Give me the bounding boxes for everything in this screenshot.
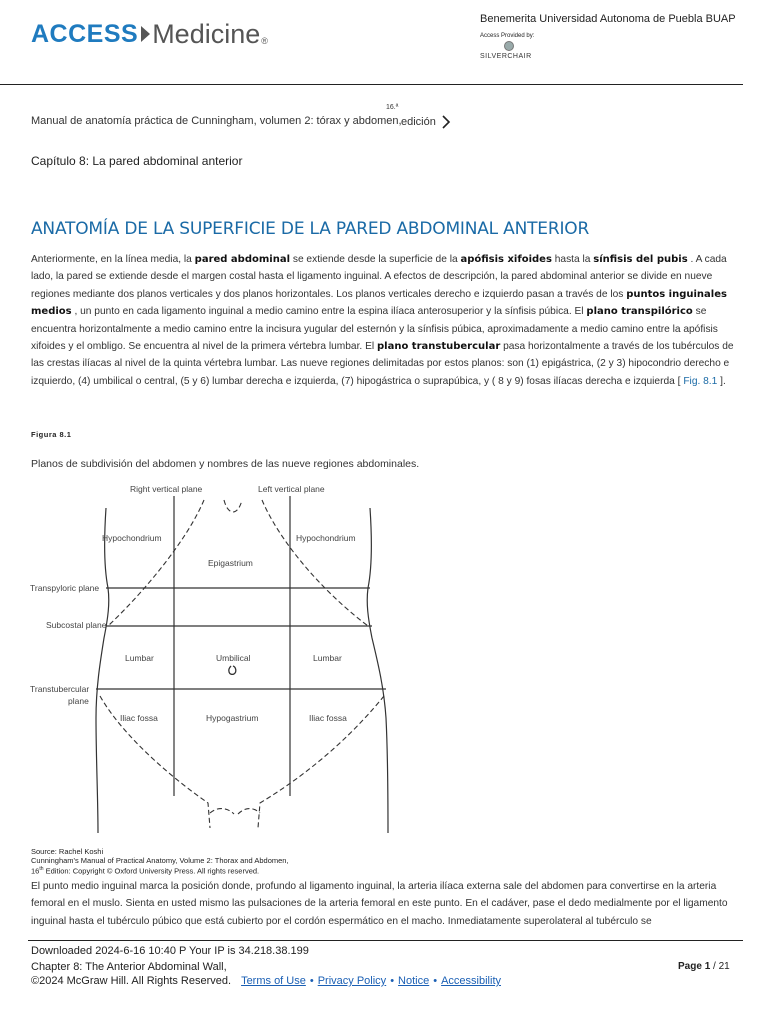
body-paragraph: Anteriormente, en la línea media, la pared abdominal se extiende desde la superficie de la apófisis xifoides hasta la sínfisis del pubis . A cada lado, la pared se extiende desde el margen costal hasta el ligamento inguinal. A efectos de descripción, la pared abdominal anterior se divide en nueve regiones mediante dos planos verticales y dos planos horizontales. Los planos verticales derecho e izquierdo pasan a través de los puntos inguinales medios , un punto en cada ligamento inguinal a medio camino entre la espina ilíaca anterosuperior y la sínfisis púbica. El plano transpilórico se encuentra horizontalmente a medio camino entre la incisura yugular del esternón y la sínfisis púbica, aproximadamente a medio camino entre la apófisis xifoides y el ombligo. Se encuentra al nivel de la primera vértebra lumbar. El plano transtubercular pasa horizontalmente a través de los tubérculos de las crestas ilíacas al nivel de la quinta vértebra lumbar. Las nueve regiones delimitadas por estos planos: son (1) epigástrica, (2 y 3) hipocondrio derecho e izquierdo, (4) umbilical o central, (5 y 6) lumbar derecha e izquierda, (7) hipogástrica o suprapúbica, y ( 8 y 9) fosas ilíacas derecha e izquierda [ Fig. 8.1 ]. [31,254,734,387]
privacy-policy-link[interactable]: Privacy Policy [317,975,387,987]
term-apofisis-xifoides: apófisis xifoides [460,254,552,265]
silverchair-logo-text: SILVERCHAIR [480,53,532,60]
pubic-line-r [210,809,234,814]
download-info: Downloaded 2024-6-16 10:40 P Your IP is 34.218.38.199 [31,945,309,957]
torso-outline-left [96,508,109,833]
abdomen-regions-figure[interactable] [28,478,398,842]
label-transtubercular-plane: plane [68,696,89,706]
term-pared-abdominal: pared abdominal [194,254,291,265]
terms-of-use-link[interactable]: Terms of Use [241,975,306,987]
body-paragraph-2: El punto medio inguinal marca la posición donde, profundo al ligamento inguinal, la arteria ilíaca externa sale del abdomen para convertirse en la arteria femoral en el muslo. Sienta en usted mismo las pulsaciones de la arteria femoral en este punto. En el cadáver, pase el dedo medialmente por el ligamento inguinal hasta el tubérculo púbico que está cubierto por el cordón espermático en el macho. Inmediatamente superolateral al tubérculo se [31,881,728,927]
footer-chapter: Chapter 8: The Anterior Abdominal Wall, [31,961,227,973]
term-plano-transtubercular: plano transtubercular [376,341,501,353]
page-indicator [678,961,730,972]
silverchair-emblem-icon [504,41,514,51]
label-iliac-fossa-left: Iliac fossa [309,713,347,723]
label-left-vertical-plane: Left vertical plane [258,484,325,494]
umbilicus-mark [229,666,236,674]
edition-superscript: 16.ª [386,104,399,111]
term-sinfisis-pubis: sínfisis del pubis [593,254,688,265]
copyright-text: ©2024 McGraw Hill. All Rights Reserved. [31,975,232,987]
label-lumbar-left: Lumbar [313,653,342,663]
chapter-title: Capítulo 8: La pared abdominal anterior [31,154,243,168]
source-author: Source: Rachel Koshi [31,847,104,856]
label-transtubercular: Transtubercular [30,684,90,694]
xiphoid-process [224,500,242,512]
page-separator: / [710,961,719,972]
edition-link[interactable] [401,115,453,129]
section-heading: ANATOMÍA DE LA SUPERFICIE DE LA PARED ABDOMINAL ANTERIOR [31,219,590,239]
access-provided-label: Access Provided by: [480,33,535,39]
accessibility-link[interactable]: Accessibility [441,975,501,987]
figure-link[interactable]: Fig. 8.1 [683,375,718,387]
chevron-right-icon[interactable] [439,115,453,129]
abdomen-diagram [28,478,398,842]
label-lumbar-right: Lumbar [125,653,154,663]
term-plano-transpilorico: plano transpilórico [586,306,693,318]
footer-links-row [31,975,501,987]
label-right-vertical-plane: Right vertical plane [130,484,203,494]
label-epigastrium: Epigastrium [208,558,253,568]
logo-medicine-text: Medicine [152,18,261,49]
label-iliac-fossa-right: Iliac fossa [120,713,158,723]
figure-source [31,847,391,876]
page-label: Page [678,961,702,972]
figure-caption: Planos de subdivisión del abdomen y nombres de las nueve regiones abdominales. [31,458,420,470]
pubic-line-l [238,809,260,814]
label-hypochondrium-left: Hypochondrium [296,533,356,543]
label-hypochondrium-right: Hypochondrium [102,533,162,543]
page-current: 1 [704,961,711,972]
notice-link[interactable]: Notice [398,975,430,987]
label-hypogastrium: Hypogastrium [206,713,259,723]
label-transpyloric-plane: Transpyloric plane [30,583,100,593]
book-title: Manual de anatomía práctica de Cunningham, volumen 2: tórax y abdomen, [31,115,402,127]
torso-outline-right [367,508,388,833]
logo-registered-mark: ® [261,36,268,46]
page-total: 21 [718,961,730,972]
source-book: Cunningham's Manual of Practical Anatomy, Volume 2: Thorax and Abdomen, [31,856,289,865]
costal-margin-left [262,500,368,626]
institution-name: Benemerita Universidad Autonoma de Puebla BUAP [480,13,736,25]
label-umbilical: Umbilical [216,653,251,663]
header-divider [0,84,743,85]
label-subcostal-plane: Subcostal plane [46,620,107,630]
figure-label: Figura 8.1 [31,430,72,439]
separator-bullet: • [390,975,395,987]
logo-arrow-icon [141,26,150,42]
footer-divider [28,940,743,941]
edition-label: edición [401,116,436,128]
accessmedicine-logo[interactable] [31,14,268,54]
source-copyright: 16th Edition: Copyright © Oxford University Press. All rights reserved. [31,866,260,876]
costal-margin-right [108,500,204,626]
logo-access-text: ACCESS [31,19,139,48]
term-puntos-inguinales: puntos inguinales medios [31,288,727,318]
separator-bullet: • [433,975,438,987]
separator-bullet: • [309,975,314,987]
silverchair-logo [480,41,540,67]
